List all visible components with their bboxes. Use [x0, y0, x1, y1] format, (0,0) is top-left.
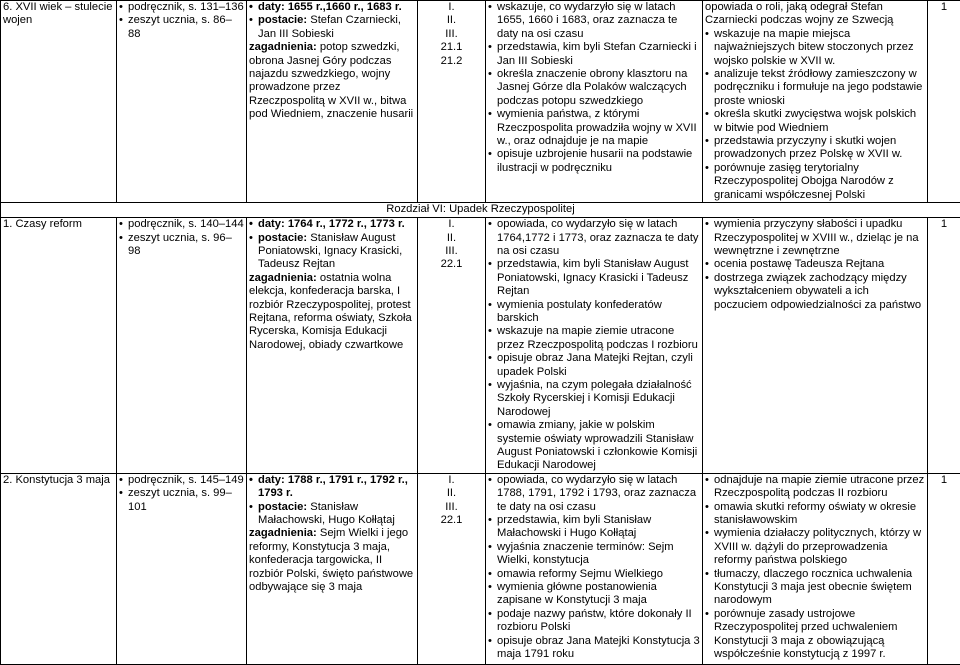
requirement-item: • odnajduje na mapie ziemie utracone przez Rzeczpospolitą podczas II rozbioru: [705, 474, 925, 501]
sections-cell: [418, 1, 486, 203]
sources-cell: [117, 218, 247, 474]
dates-item: • daty: 1788 r., 1791 r., 1792 r., 1793 r.: [249, 474, 415, 501]
requirement-item: • opisuje obraz Jana Matejki Konstytucja 3 maja 1791 roku: [488, 635, 700, 662]
issues-value: Sejm Wielki i jego reformy, Konstytucja 3 maja, konfederacja targowicka, II rozbiór Polski, święto państwowe odbywające się 3 maja: [249, 527, 413, 593]
content-cell: [247, 473, 418, 664]
hours-cell: 1: [928, 218, 960, 474]
basic-requirements-cell: [486, 473, 703, 664]
people-value: Stefan Czarniecki, Jan III Sobieski: [258, 14, 401, 39]
requirement-item: • opisuje uzbrojenie husarii na podstawie ilustracji w podręczniku: [488, 148, 700, 175]
source-item: • podręcznik, s. 145–149: [119, 474, 244, 487]
people-label: postacie:: [258, 501, 307, 513]
requirement-item: • opisuje obraz Jana Matejki Rejtan, czyli upadek Polski: [488, 352, 700, 379]
content-cell: [247, 1, 418, 203]
topic-cell: [1, 218, 117, 474]
requirement-item: • porównuje zasady ustrojowe Rzeczypospolitej przed uchwaleniem Konstytucji 3 maja z obowiązującą współcześnie konstytucją z 1997 r.: [705, 608, 925, 662]
dates-item: • daty: 1764 r., 1772 r., 1773 r.: [249, 218, 415, 231]
table-row: [1, 1, 960, 203]
requirement-item: • porównuje zasięg terytorialny Rzeczypospolitej Obojga Narodów z granicami współczesnej Polski: [705, 162, 925, 202]
requirement-item: • przedstawia, kim byli Stefan Czarniecki i Jan III Sobieski: [488, 41, 700, 68]
sections-cell: [418, 218, 486, 474]
extended-requirements-cell: [703, 218, 928, 474]
content-cell: [247, 218, 418, 474]
requirement-item: • analizuje tekst źródłowy zamieszczony w podręczniku i formułuje na jego podstawie proste wnioski: [705, 68, 925, 108]
topic-title-line-2: wojen: [3, 14, 114, 27]
source-item: • zeszyt ucznia, s. 99–101: [119, 487, 244, 514]
section-code: I.: [420, 474, 483, 487]
requirement-item: • przedstawia przyczyny i skutki wojen prowadzonych przez Polskę w XVII w.: [705, 135, 925, 162]
requirement-item: • wymienia państwa, z którymi Rzeczpospolita prowadziła wojny w XVII w., oraz odnajduje je na mapie: [488, 108, 700, 148]
section-code: 22.1: [420, 514, 483, 527]
requirement-item: • wskazuje na mapie ziemie utracone przez Rzeczpospolitą podczas I rozbioru: [488, 325, 700, 352]
issues-item: [249, 41, 415, 121]
requirement-item: • opowiada, co wydarzyło się w latach 1764,1772 i 1773, oraz zaznacza te daty na osi czasu: [488, 218, 700, 258]
people-value: Stanisław Małachowski, Hugo Kołłątaj: [258, 501, 395, 526]
dates-item: • daty: 1655 r.,1660 r., 1683 r.: [249, 1, 415, 14]
issues-value: potop szwedzki, obrona Jasnej Góry podczas najazdu szwedzkiego, wojny prowadzone przez Rzeczpospolitą w XVII w., bitwa pod Wiedniem, znaczenie husarii: [249, 41, 413, 120]
issues-value: ostatnia wolna elekcja, konfederacja barska, I rozbiór Rzeczypospolitej, protest Rejtana, reforma oświaty, Szkoła Rycerska, Komisja Edukacji Narodowej, obiady czwartkowe: [249, 272, 412, 351]
topic-cell: [1, 473, 117, 664]
issues-item: [249, 272, 415, 352]
basic-requirements-cell: [486, 1, 703, 203]
people-label: postacie:: [258, 14, 307, 26]
section-code: II.: [420, 487, 483, 500]
section-code: III.: [420, 501, 483, 514]
section-header-row: [1, 203, 960, 218]
requirement-item: • wymienia główne postanowienia zapisane w Konstytucji 3 maja: [488, 581, 700, 608]
issues-label: zagadnienia:: [249, 527, 317, 539]
requirement-item: • określa skutki zwycięstwa wojsk polskich w bitwie pod Wiedniem: [705, 108, 925, 135]
topic-cell: [1, 1, 117, 203]
issues-label: zagadnienia:: [249, 272, 317, 284]
hours-cell: 1: [928, 473, 960, 664]
people-item: [249, 501, 415, 528]
topic-title: 2. Konstytucja 3 maja: [3, 474, 114, 487]
requirement-item: • wyjaśnia znaczenie terminów: Sejm Wielki, konstytucja: [488, 541, 700, 568]
source-item: • zeszyt ucznia, s. 96–98: [119, 232, 244, 259]
section-code: 21.1: [420, 41, 483, 54]
table-row: [1, 473, 960, 664]
issues-label: zagadnienia:: [249, 41, 317, 53]
table-row: [1, 218, 960, 474]
requirement-item: • przedstawia, kim byli Stanisław August Poniatowski, Ignacy Krasicki i Tadeusz Rejtan: [488, 258, 700, 298]
requirement-item: • wymienia działaczy politycznych, którzy w XVIII w. dążyli do przeprowadzenia reformy państwa polskiego: [705, 527, 925, 567]
requirement-item: • wyjaśnia, na czym polegała działalność Szkoły Rycerskiej i Komisji Edukacji Narodowej: [488, 379, 700, 419]
section-code: I.: [420, 218, 483, 231]
requirement-item: • wymienia przyczyny słabości i upadku Rzeczypospolitej w XVIII w., dzieląc je na wewnętrzne i zewnętrzne: [705, 218, 925, 258]
hours-cell: 1: [928, 1, 960, 203]
requirement-item: • opowiada, co wydarzyło się w latach 1788, 1791, 1792 i 1793, oraz zaznacza te daty na osi czasu: [488, 474, 700, 514]
requirement-item: • wskazuje, co wydarzyło się w latach 1655, 1660 i 1683, oraz zaznacza te daty na osi czasu: [488, 1, 700, 41]
requirement-item: • tłumaczy, dlaczego rocznica uchwalenia Konstytucji 3 maja jest obecnie świętem narodowym: [705, 568, 925, 608]
sources-cell: [117, 473, 247, 664]
topic-title: 6. XVII wiek – stulecie: [3, 1, 114, 14]
section-header: Rozdział VI: Upadek Rzeczypospolitej: [1, 203, 960, 218]
people-item: [249, 232, 415, 272]
section-code: 21.2: [420, 55, 483, 68]
requirement-item: • wskazuje na mapie miejsca najważniejszych bitew stoczonych przez wojsko polskie w XVII w.: [705, 28, 925, 68]
requirement-item: • omawia reformy Sejmu Wielkiego: [488, 568, 700, 581]
section-code: III.: [420, 245, 483, 258]
source-item: • podręcznik, s. 140–144: [119, 218, 244, 231]
sources-cell: [117, 1, 247, 203]
source-item: • zeszyt ucznia, s. 86–88: [119, 14, 244, 41]
people-label: postacie:: [258, 232, 307, 244]
people-item: [249, 14, 415, 41]
section-code: 22.1: [420, 258, 483, 271]
section-code: II.: [420, 14, 483, 27]
requirement-item: • określa znaczenie obrony klasztoru na Jasnej Górze dla Polaków walczących podczas potopu szwedzkiego: [488, 68, 700, 108]
sections-cell: [418, 473, 486, 664]
source-item: • podręcznik, s. 131–136: [119, 1, 244, 14]
section-code: III.: [420, 28, 483, 41]
requirement-item: • omawia skutki reformy oświaty w okresie stanisławowskim: [705, 501, 925, 528]
people-value: Stanisław August Poniatowski, Ignacy Krasicki, Tadeusz Rejtan: [258, 232, 402, 271]
requirement-item: opowiada o roli, jaką odegrał Stefan Czarniecki podczas wojny ze Szwecją: [705, 1, 925, 28]
section-code: I.: [420, 1, 483, 14]
topic-title: 1. Czasy reform: [3, 218, 114, 231]
basic-requirements-cell: [486, 218, 703, 474]
requirement-item: • dostrzega związek zachodzący między wykształceniem obywateli a ich poczuciem odpowiedzialności za państwo: [705, 272, 925, 312]
requirement-item: • ocenia postawę Tadeusza Rejtana: [705, 258, 925, 271]
requirement-item: • przedstawia, kim byli Stanisław Małachowski i Hugo Kołłątaj: [488, 514, 700, 541]
requirement-item: • podaje nazwy państw, które dokonały II rozbioru Polski: [488, 608, 700, 635]
section-code: II.: [420, 232, 483, 245]
issues-item: [249, 527, 415, 594]
extended-requirements-cell: [703, 473, 928, 664]
extended-requirements-cell: [703, 1, 928, 203]
requirement-item: • wymienia postulaty konfederatów barskich: [488, 299, 700, 326]
requirement-item: • omawia zmiany, jakie w polskim systemie oświaty wprowadzili Stanisław August Poniatowski i członkowie Komisji Edukacji Narodowej: [488, 419, 700, 473]
